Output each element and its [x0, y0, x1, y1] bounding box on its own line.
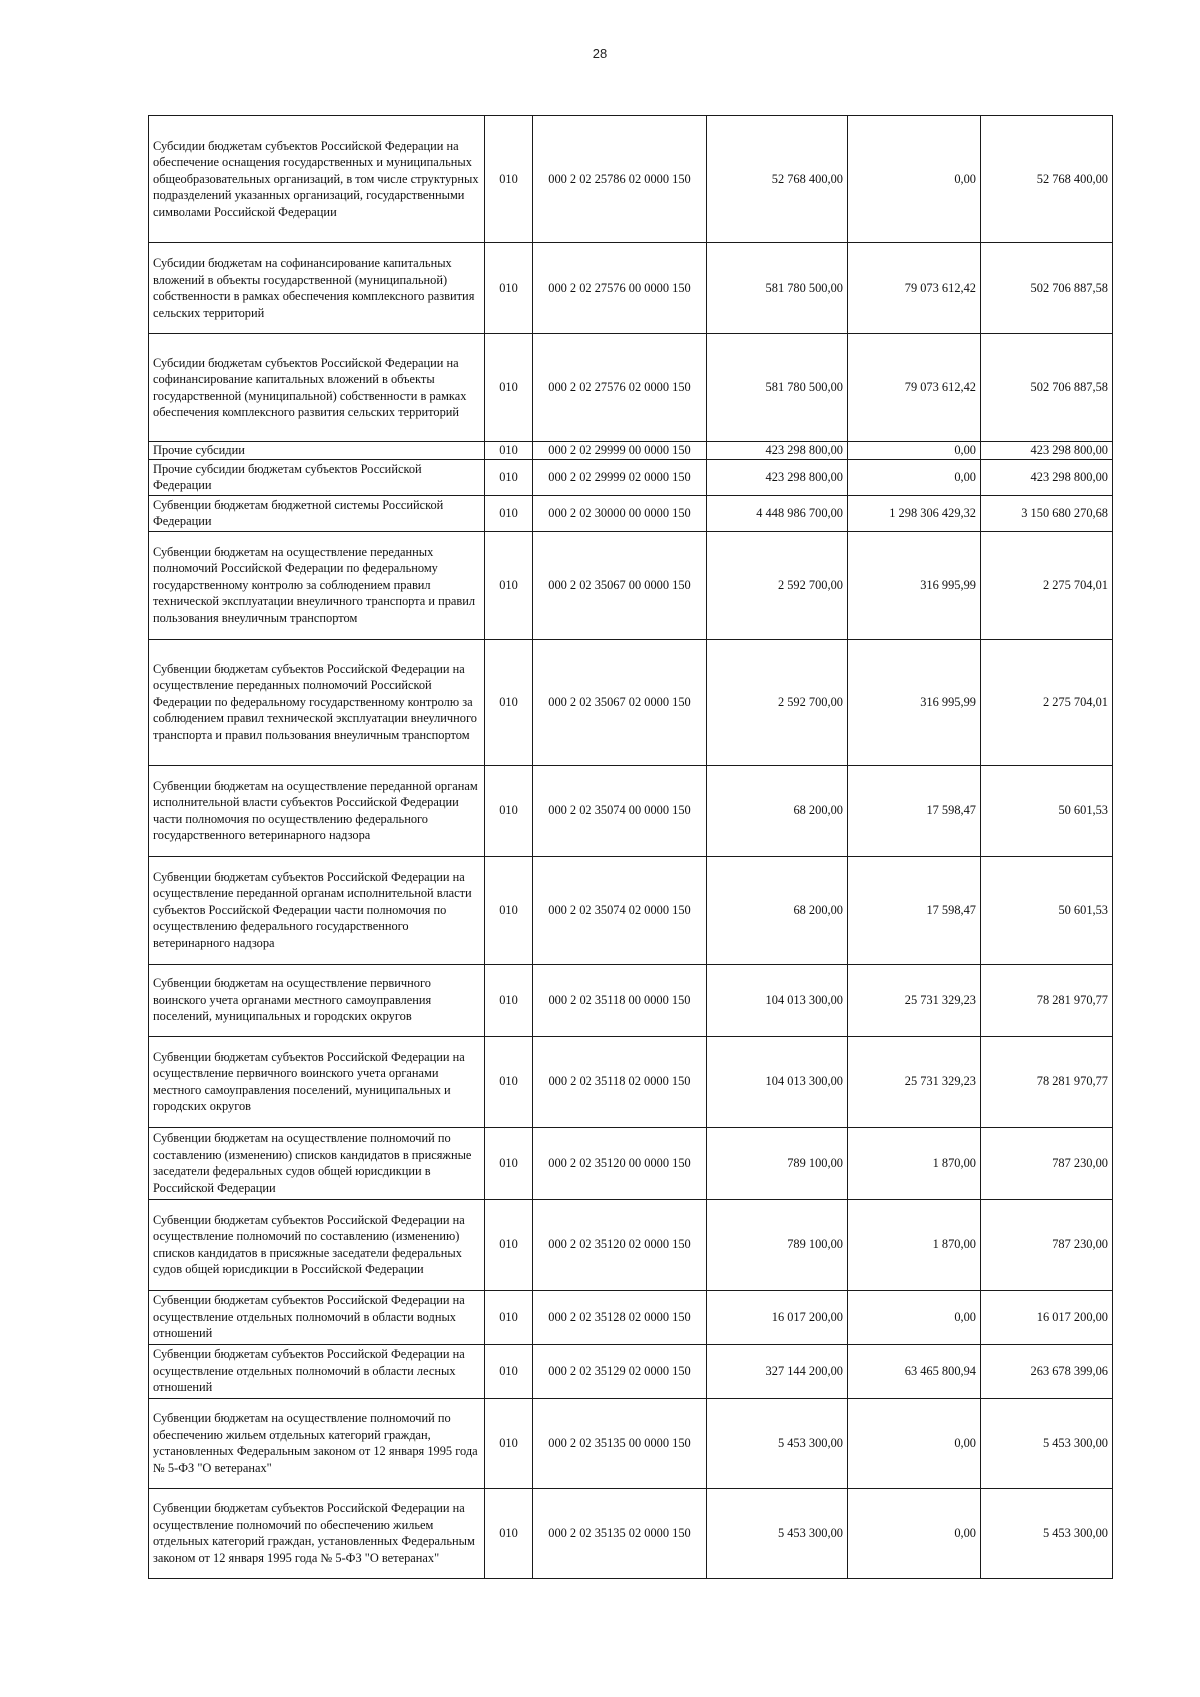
row-executed: 79 073 612,42 [848, 243, 981, 334]
row-executed: 316 995,99 [848, 639, 981, 765]
row-name: Субвенции бюджетам бюджетной системы Российской Федерации [149, 495, 485, 531]
row-approved: 5 453 300,00 [707, 1488, 848, 1578]
row-approved: 581 780 500,00 [707, 243, 848, 334]
row-approved: 789 100,00 [707, 1127, 848, 1199]
row-approved: 423 298 800,00 [707, 459, 848, 495]
row-unexecuted: 502 706 887,58 [981, 243, 1113, 334]
row-executed: 17 598,47 [848, 765, 981, 856]
row-approved: 423 298 800,00 [707, 442, 848, 460]
row-unexecuted: 423 298 800,00 [981, 442, 1113, 460]
row-name: Субвенции бюджетам субъектов Российской Федерации на осуществление отдельных полномочий в области лесных отношений [149, 1344, 485, 1398]
row-name: Субвенции бюджетам на осуществление первичного воинского учета органами местного самоуправления поселений, муниципальных и городских округов [149, 964, 485, 1036]
row-unexecuted: 78 281 970,77 [981, 964, 1113, 1036]
row-name: Субсидии бюджетам субъектов Российской Федерации на обеспечение оснащения государственных и муниципальных общеобразовательных организаций, в том числе структурных подразделений указанных организаций, государственными символами Российской Федерации [149, 116, 485, 243]
row-name: Субсидии бюджетам на софинансирование капитальных вложений в объекты государственной (муниципальной) собственности в рамках обеспечения комплексного развития сельских территорий [149, 243, 485, 334]
row-approved: 2 592 700,00 [707, 639, 848, 765]
row-name: Субвенции бюджетам субъектов Российской Федерации на осуществление отдельных полномочий в области водных отношений [149, 1290, 485, 1344]
row-budget-code: 000 2 02 35120 02 0000 150 [533, 1199, 707, 1290]
row-name: Субвенции бюджетам на осуществление полномочий по составлению (изменению) списков кандидатов в присяжные заседатели федеральных судов общей юрисдикции в Российской Федерации [149, 1127, 485, 1199]
table-row [149, 1488, 1113, 1578]
row-admin-code: 010 [485, 639, 533, 765]
row-admin-code: 010 [485, 442, 533, 460]
table-row [149, 1036, 1113, 1127]
row-admin-code: 010 [485, 243, 533, 334]
row-approved: 5 453 300,00 [707, 1398, 848, 1488]
table-row [149, 1398, 1113, 1488]
row-budget-code: 000 2 02 35067 00 0000 150 [533, 531, 707, 639]
row-admin-code: 010 [485, 116, 533, 243]
row-executed: 1 870,00 [848, 1127, 981, 1199]
row-admin-code: 010 [485, 531, 533, 639]
row-executed: 0,00 [848, 1290, 981, 1344]
row-approved: 68 200,00 [707, 765, 848, 856]
row-executed: 1 870,00 [848, 1199, 981, 1290]
row-name: Субвенции бюджетам субъектов Российской Федерации на осуществление полномочий по составлению (изменению) списков кандидатов в присяжные заседатели федеральных судов общей юрисдикции в Российской Федерации [149, 1199, 485, 1290]
table-row [149, 1290, 1113, 1344]
row-approved: 68 200,00 [707, 856, 848, 964]
row-executed: 1 298 306 429,32 [848, 495, 981, 531]
table-row [149, 964, 1113, 1036]
row-admin-code: 010 [485, 495, 533, 531]
row-budget-code: 000 2 02 35118 02 0000 150 [533, 1036, 707, 1127]
row-unexecuted: 787 230,00 [981, 1199, 1113, 1290]
row-name: Прочие субсидии [149, 442, 485, 460]
row-name: Субвенции бюджетам на осуществление переданной органам исполнительной власти субъектов Российской Федерации части полномочия по осуществлению федерального государственного ветеринарного надзора [149, 765, 485, 856]
row-approved: 327 144 200,00 [707, 1344, 848, 1398]
row-admin-code: 010 [485, 1199, 533, 1290]
row-budget-code: 000 2 02 35074 00 0000 150 [533, 765, 707, 856]
row-approved: 789 100,00 [707, 1199, 848, 1290]
page-number: 28 [592, 46, 608, 61]
row-executed: 63 465 800,94 [848, 1344, 981, 1398]
row-budget-code: 000 2 02 35135 02 0000 150 [533, 1488, 707, 1578]
table-row [149, 531, 1113, 639]
row-unexecuted: 263 678 399,06 [981, 1344, 1113, 1398]
row-approved: 104 013 300,00 [707, 964, 848, 1036]
row-name: Субвенции бюджетам субъектов Российской Федерации на осуществление полномочий по обеспечению жильем отдельных категорий граждан, установленных Федеральным законом от 12 января 1995 года № 5-ФЗ "О ветеранах" [149, 1488, 485, 1578]
table-row [149, 459, 1113, 495]
row-name: Субсидии бюджетам субъектов Российской Федерации на софинансирование капитальных вложений в объекты государственной (муниципальной) собственности в рамках обеспечения комплексного развития сельских территорий [149, 334, 485, 442]
row-admin-code: 010 [485, 1290, 533, 1344]
row-admin-code: 010 [485, 334, 533, 442]
table-row [149, 1344, 1113, 1398]
row-unexecuted: 16 017 200,00 [981, 1290, 1113, 1344]
row-unexecuted: 502 706 887,58 [981, 334, 1113, 442]
row-unexecuted: 5 453 300,00 [981, 1488, 1113, 1578]
row-name: Субвенции бюджетам субъектов Российской Федерации на осуществление переданных полномочий Российской Федерации по федеральному государственному контролю за соблюдением правил технической эксплуатации внеуличного транспорта и правил пользования внеуличным транспортом [149, 639, 485, 765]
row-approved: 2 592 700,00 [707, 531, 848, 639]
row-admin-code: 010 [485, 459, 533, 495]
row-budget-code: 000 2 02 35067 02 0000 150 [533, 639, 707, 765]
row-budget-code: 000 2 02 27576 00 0000 150 [533, 243, 707, 334]
row-budget-code: 000 2 02 35074 02 0000 150 [533, 856, 707, 964]
table-row [149, 1199, 1113, 1290]
row-executed: 0,00 [848, 116, 981, 243]
row-budget-code: 000 2 02 29999 00 0000 150 [533, 442, 707, 460]
row-unexecuted: 787 230,00 [981, 1127, 1113, 1199]
row-budget-code: 000 2 02 35120 00 0000 150 [533, 1127, 707, 1199]
row-unexecuted: 423 298 800,00 [981, 459, 1113, 495]
row-budget-code: 000 2 02 35118 00 0000 150 [533, 964, 707, 1036]
row-admin-code: 010 [485, 765, 533, 856]
row-approved: 52 768 400,00 [707, 116, 848, 243]
budget-table [148, 115, 1113, 1579]
row-admin-code: 010 [485, 964, 533, 1036]
table-row [149, 334, 1113, 442]
table-row [149, 495, 1113, 531]
row-unexecuted: 52 768 400,00 [981, 116, 1113, 243]
row-budget-code: 000 2 02 35128 02 0000 150 [533, 1290, 707, 1344]
table-row [149, 765, 1113, 856]
row-budget-code: 000 2 02 30000 00 0000 150 [533, 495, 707, 531]
row-unexecuted: 78 281 970,77 [981, 1036, 1113, 1127]
row-executed: 0,00 [848, 1488, 981, 1578]
row-approved: 581 780 500,00 [707, 334, 848, 442]
table-row [149, 243, 1113, 334]
row-unexecuted: 50 601,53 [981, 765, 1113, 856]
table-row [149, 639, 1113, 765]
row-admin-code: 010 [485, 1344, 533, 1398]
table-row [149, 1127, 1113, 1199]
row-admin-code: 010 [485, 1127, 533, 1199]
row-approved: 104 013 300,00 [707, 1036, 848, 1127]
row-name: Субвенции бюджетам на осуществление переданных полномочий Российской Федерации по федеральному государственному контролю за соблюдением правил технической эксплуатации внеуличного транспорта и правил пользования внеуличным транспортом [149, 531, 485, 639]
table-row [149, 442, 1113, 460]
row-unexecuted: 2 275 704,01 [981, 639, 1113, 765]
row-budget-code: 000 2 02 29999 02 0000 150 [533, 459, 707, 495]
row-approved: 4 448 986 700,00 [707, 495, 848, 531]
table-row [149, 116, 1113, 243]
row-admin-code: 010 [485, 1398, 533, 1488]
row-name: Прочие субсидии бюджетам субъектов Российской Федерации [149, 459, 485, 495]
row-executed: 0,00 [848, 459, 981, 495]
row-executed: 0,00 [848, 1398, 981, 1488]
row-budget-code: 000 2 02 25786 02 0000 150 [533, 116, 707, 243]
row-executed: 17 598,47 [848, 856, 981, 964]
row-name: Субвенции бюджетам субъектов Российской Федерации на осуществление переданной органам исполнительной власти субъектов Российской Федерации части полномочия по осуществлению федерального государственного ветеринарного надзора [149, 856, 485, 964]
row-unexecuted: 50 601,53 [981, 856, 1113, 964]
row-admin-code: 010 [485, 1036, 533, 1127]
row-name: Субвенции бюджетам субъектов Российской Федерации на осуществление первичного воинского учета органами местного самоуправления поселений, муниципальных и городских округов [149, 1036, 485, 1127]
row-executed: 25 731 329,23 [848, 1036, 981, 1127]
row-unexecuted: 2 275 704,01 [981, 531, 1113, 639]
row-executed: 79 073 612,42 [848, 334, 981, 442]
row-admin-code: 010 [485, 856, 533, 964]
row-budget-code: 000 2 02 27576 02 0000 150 [533, 334, 707, 442]
table-row [149, 856, 1113, 964]
row-approved: 16 017 200,00 [707, 1290, 848, 1344]
row-executed: 25 731 329,23 [848, 964, 981, 1036]
row-executed: 0,00 [848, 442, 981, 460]
row-name: Субвенции бюджетам на осуществление полномочий по обеспечению жильем отдельных категорий граждан, установленных Федеральным законом от 12 января 1995 года № 5-ФЗ "О ветеранах" [149, 1398, 485, 1488]
row-admin-code: 010 [485, 1488, 533, 1578]
row-unexecuted: 5 453 300,00 [981, 1398, 1113, 1488]
row-budget-code: 000 2 02 35135 00 0000 150 [533, 1398, 707, 1488]
row-executed: 316 995,99 [848, 531, 981, 639]
row-budget-code: 000 2 02 35129 02 0000 150 [533, 1344, 707, 1398]
row-unexecuted: 3 150 680 270,68 [981, 495, 1113, 531]
